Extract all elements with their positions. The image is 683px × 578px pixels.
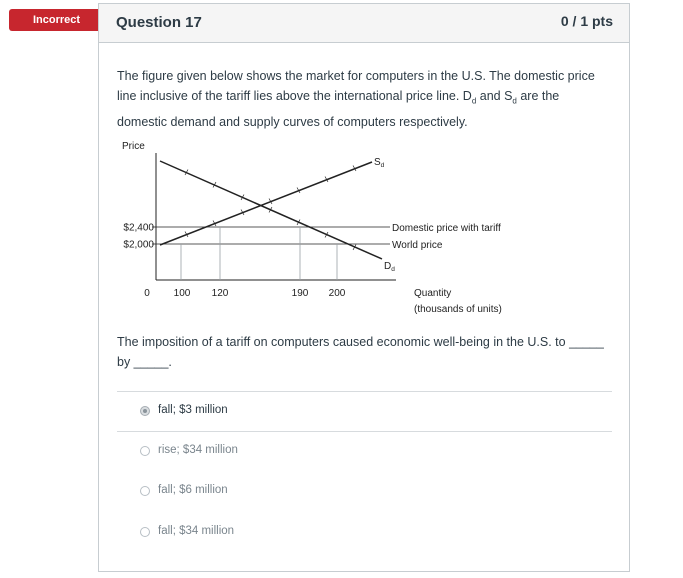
x-tick-label: 200 <box>328 288 346 299</box>
x-tick-label: 190 <box>291 288 309 299</box>
radio-button-selected[interactable] <box>140 406 150 416</box>
answer-label: fall; $3 million <box>158 404 228 416</box>
separator <box>117 431 612 432</box>
world-price-label: World price <box>392 240 443 251</box>
question-stem: The imposition of a tariff on computers caused economic well-being in the U.S. to _____ by _____. <box>117 335 604 369</box>
demand-curve-label: $D_d$ <box>384 261 395 273</box>
market-chart <box>110 133 550 323</box>
radio-button[interactable] <box>140 527 150 537</box>
incorrect-badge: Incorrect <box>9 9 108 31</box>
answer-label: fall; $6 million <box>158 484 228 496</box>
answer-label: fall; $34 million <box>158 525 235 537</box>
demand-curve-marks <box>185 170 356 251</box>
radio-button[interactable] <box>140 446 150 456</box>
x-tick-label: 100 <box>173 288 191 299</box>
answer-label: rise; $34 million <box>158 444 238 456</box>
x-tick-label: 0 <box>144 288 150 299</box>
x-axis-label: Quantity <box>414 288 452 299</box>
supply-curve-label: $S_d$ <box>374 157 385 169</box>
radio-button[interactable] <box>140 486 150 496</box>
question-intro: The figure given below shows the market for computers in the U.S. The domestic price line inclusive of the tariff lies above the international price line. $D_d$ and $S_d$ are the domestic demand and supply curves of computers respectively. <box>117 69 595 129</box>
separator <box>117 391 612 392</box>
question-points: 0 / 1 pts <box>560 13 613 29</box>
y-tick-label: $2,000 <box>123 239 154 251</box>
tariff-price-label: Domestic price with tariff <box>392 223 501 234</box>
question-title: Question 17 <box>116 14 202 31</box>
y-tick-label: $2,400 <box>123 222 154 234</box>
x-tick-label: 120 <box>211 288 229 299</box>
x-axis-label-units: (thousands of units) <box>414 304 502 315</box>
supply-curve-marks <box>185 166 356 238</box>
y-axis-label: Price <box>122 141 145 152</box>
question-header <box>99 4 629 43</box>
